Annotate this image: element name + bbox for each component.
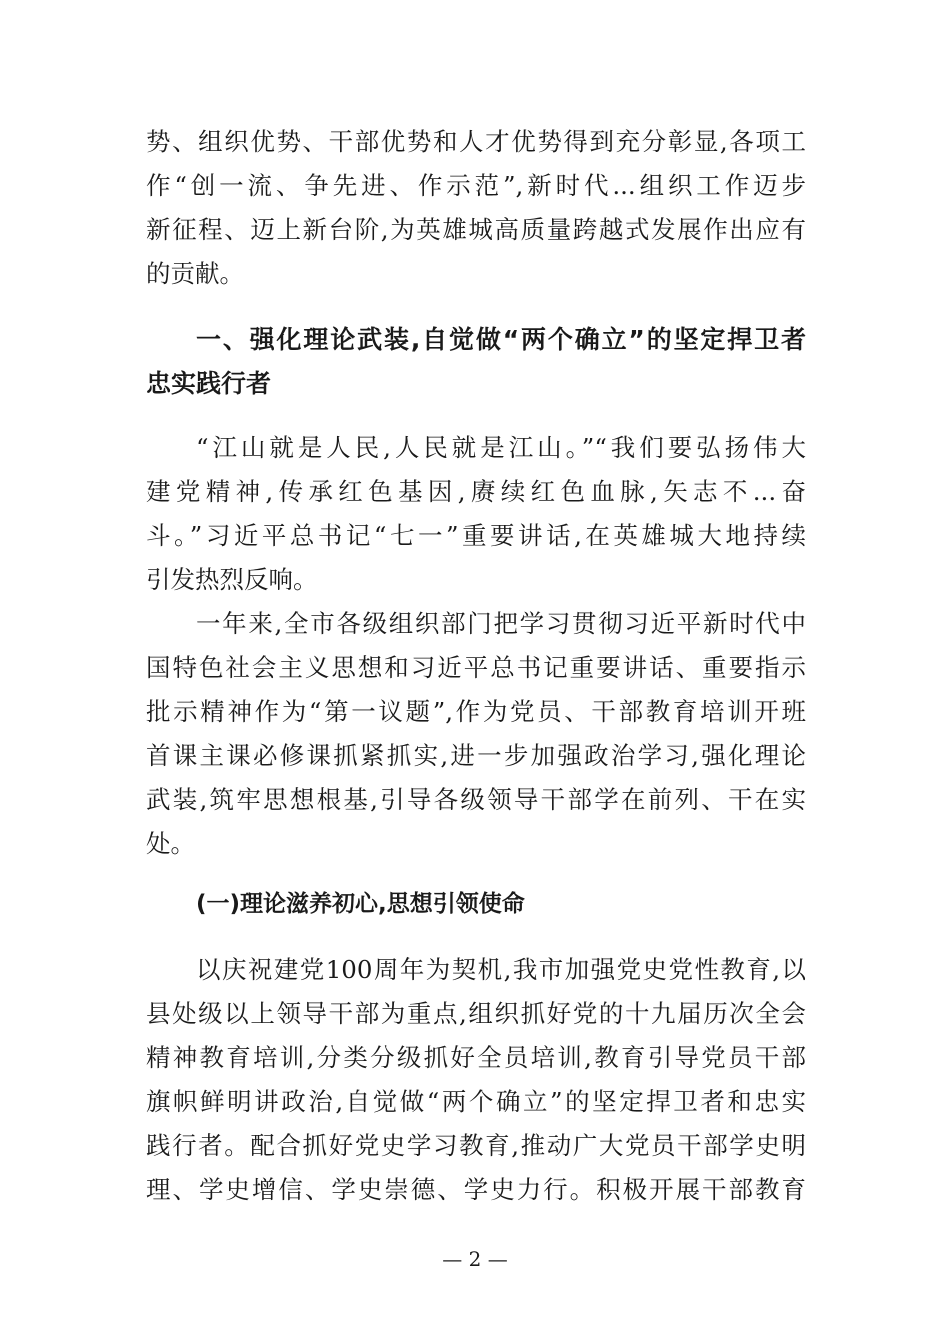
quote-line-3: 斗。”习近平总书记“七一”重要讲话,在英雄城大地持续 — [146, 521, 806, 550]
intro-line-1: 势、组织优势、干部优势和人才优势得到充分彰显,各项工 — [146, 127, 806, 156]
intro-line-4: 的贡献。 — [146, 259, 244, 288]
year-line-2: 国特色社会主义思想和习近平总书记重要讲话、重要指示 — [146, 653, 806, 682]
section-heading-line-1: 一、强化理论武装,自觉做“两个确立”的坚定捍卫者 — [196, 325, 806, 354]
intro-line-2: 作“创一流、争先进、作示范”,新时代...组织工作迈步 — [146, 171, 806, 200]
year-line-5: 武装,筑牢思想根基,引导各级领导干部学在前列、干在实 — [146, 785, 806, 814]
centenary-line-3: 精神教育培训,分类分级抓好全员培训,教育引导党员干部 — [146, 1043, 806, 1072]
quote-line-1: “江山就是人民,人民就是江山。”“我们要弘扬伟大 — [196, 433, 806, 462]
centenary-line-2: 县处级以上领导干部为重点,组织抓好党的十九届历次全会 — [146, 999, 806, 1028]
centenary-line-4: 旗帜鲜明讲政治,自觉做“两个确立”的坚定捍卫者和忠实 — [146, 1087, 806, 1116]
quote-line-2: 建党精神,传承红色基因,赓续红色血脉,矢志不...奋 — [146, 477, 806, 506]
centenary-line-6: 理、学史增信、学史崇德、学史力行。积极开展干部教育 — [146, 1175, 806, 1204]
year-line-1: 一年来,全市各级组织部门把学习贯彻习近平新时代中 — [196, 609, 806, 638]
year-line-6: 处。 — [146, 829, 195, 858]
section-heading-line-2: 忠实践行者 — [146, 369, 272, 398]
page-number: — 2 — — [442, 1247, 508, 1271]
subsection-heading: (一)理论滋养初心,思想引领使命 — [196, 891, 525, 917]
centenary-line-1: 以庆祝建党100周年为契机,我市加强党史党性教育,以 — [196, 955, 806, 984]
centenary-line-5: 践行者。配合抓好党史学习教育,推动广大党员干部学史明 — [146, 1131, 806, 1160]
year-line-4: 首课主课必修课抓紧抓实,进一步加强政治学习,强化理论 — [146, 741, 806, 770]
quote-line-4: 引发热烈反响。 — [146, 565, 318, 594]
intro-line-3: 新征程、迈上新台阶,为英雄城高质量跨越式发展作出应有 — [146, 215, 806, 244]
year-line-3: 批示精神作为“第一议题”,作为党员、干部教育培训开班 — [146, 697, 806, 726]
